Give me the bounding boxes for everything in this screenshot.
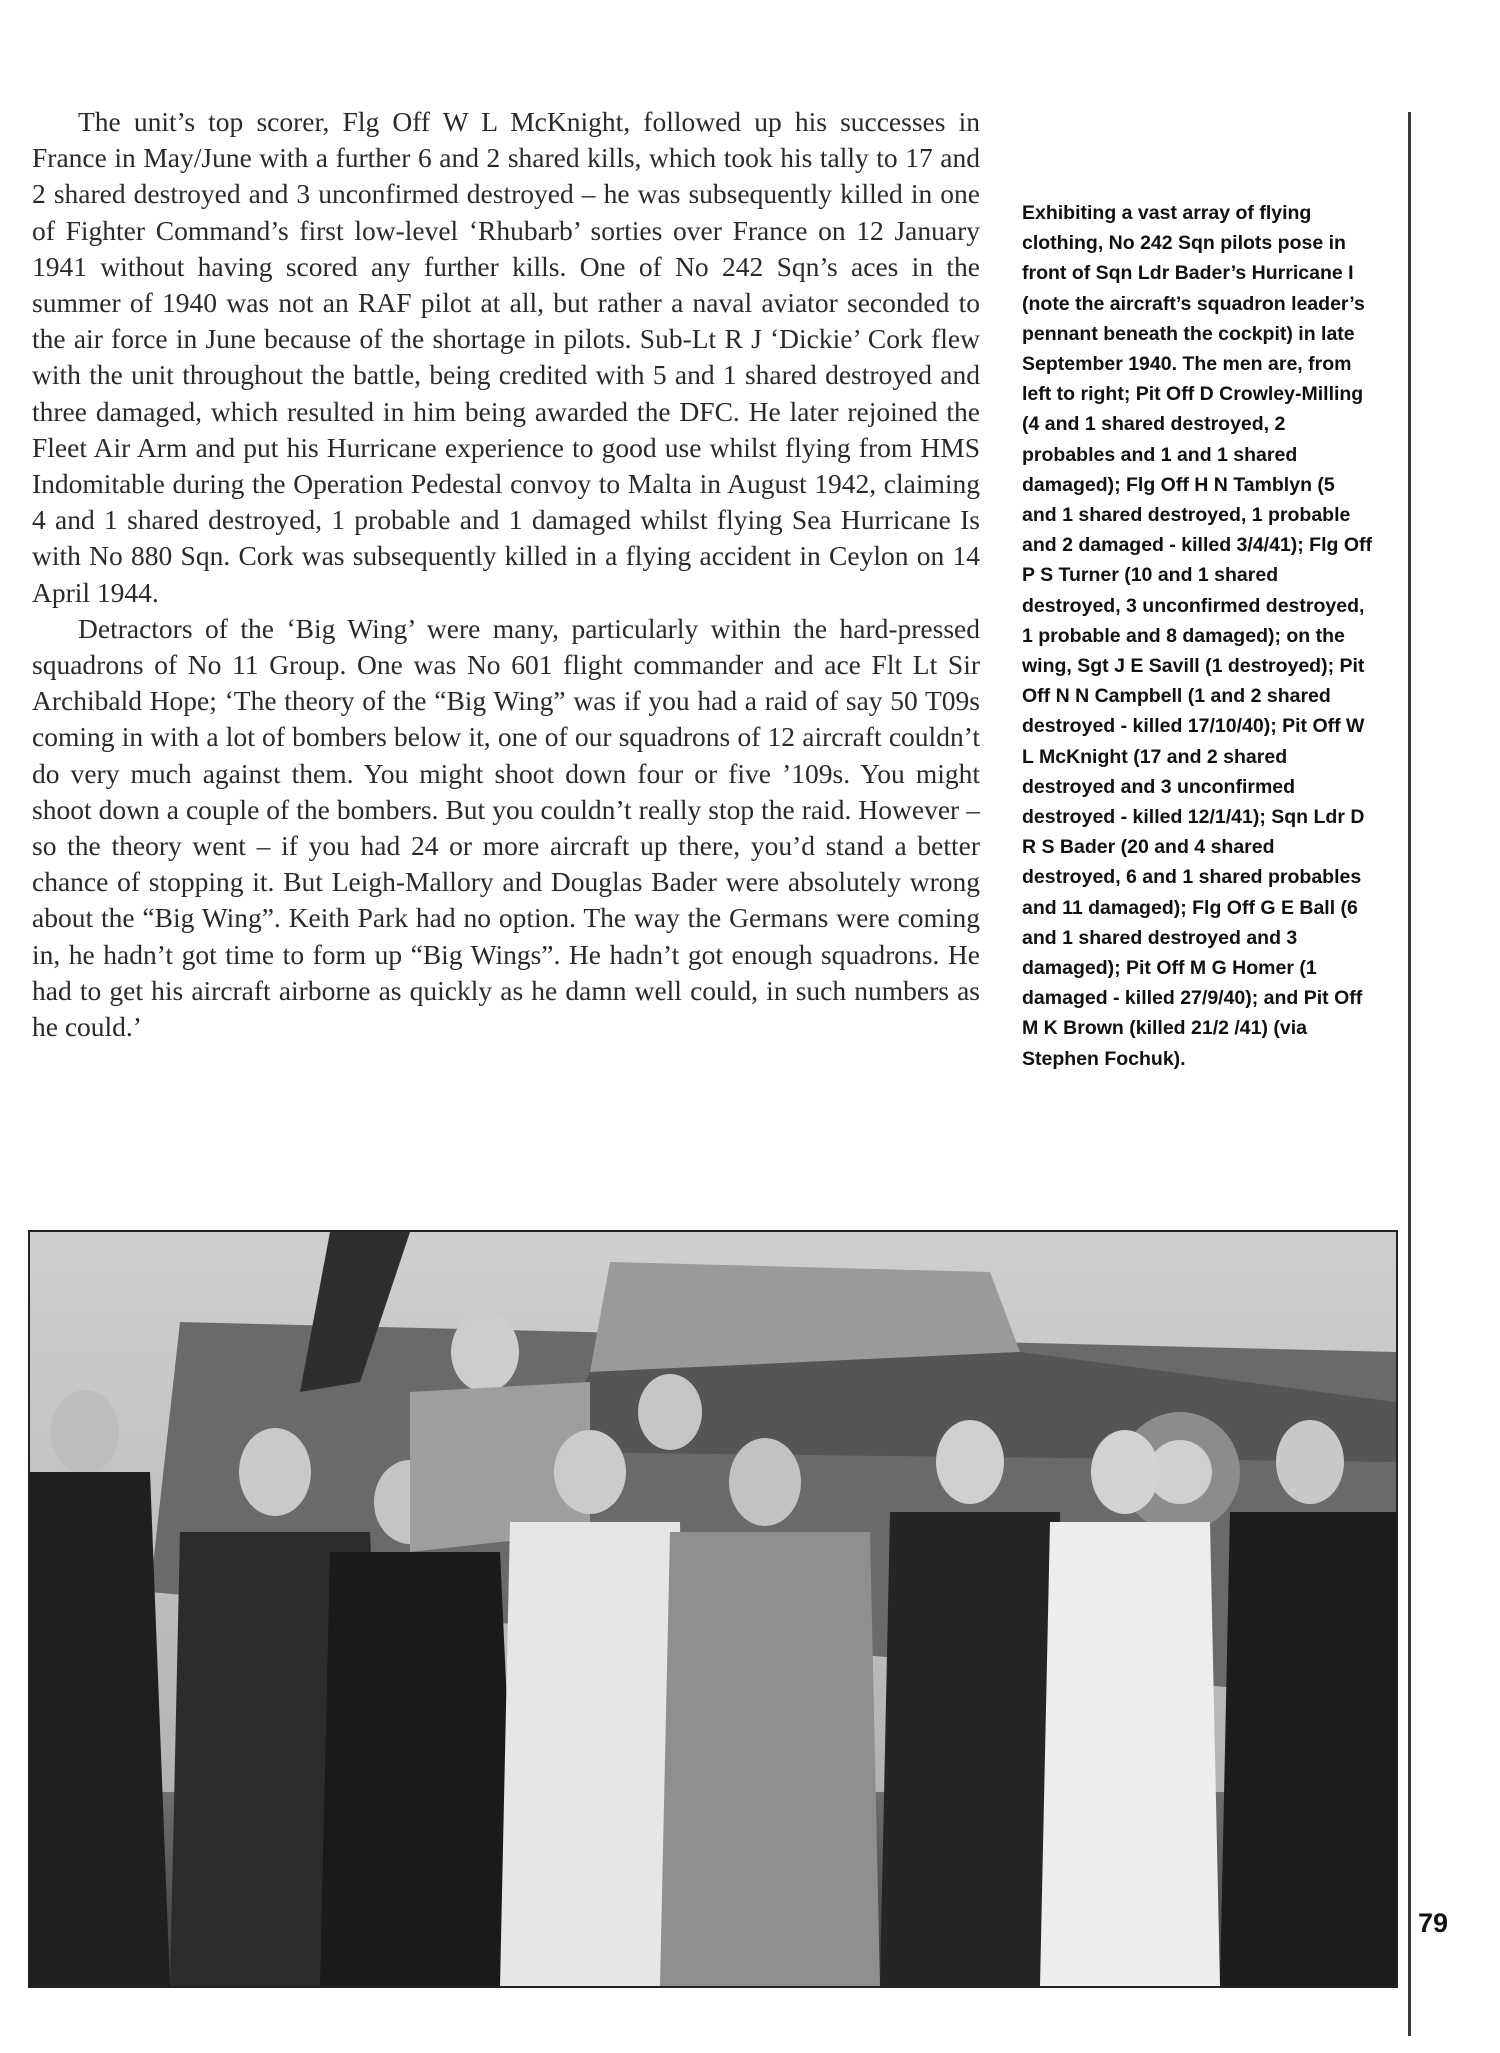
margin-rule [1408,112,1411,2036]
photo-caption: Exhibiting a vast array of flying clothing, No 242 Sqn pilots pose in front of Sqn Ldr Bader’s Hurricane I (note the aircraft’s squadron leader’s pennant beneath the cockpit) in late September 1940. The men are, from left to right; Pit Off D Crowley-Milling (4 and 1 shared destroyed, 2 probables and 1 and 1 shared damaged); Flg Off H N Tamblyn (5 and 1 shared destroyed, 1 probable and 2 damaged - killed 3/4/41); Flg Off P S Turner (10 and 1 shared destroyed, 3 unconfirmed destroyed, 1 probable and 8 damaged); on the wing, Sgt J E Savill (1 destroyed); Pit Off N N Campbell (1 and 2 shared destroyed - killed 17/10/40); Pit Off W L McKnight (17 and 2 shared destroyed and 3 unconfirmed destroyed - killed 12/1/41); Sqn Ldr D R S Bader (20 and 4 shared destroyed, 6 and 1 shared probables and 11 damaged); Flg Off G E Ball (6 and 1 shared destroyed and 3 damaged); Pit Off M G Homer (1 damaged - killed 27/9/40); and Pit Off M K Brown (killed 21/2 /41) (via Stephen Fochuk). [1022,202,1372,1070]
article-body [32,104,980,1045]
page-number: 79 [1418,1908,1449,1938]
article-paragraph: Detractors of the ‘Big Wing’ were many, particularly within the hard-pressed squadrons of No 11 Group. One was No 601 flight commander and ace Flt Lt Sir Archibald Hope; ‘The theory of the “Big Wing” was if you had a raid of say 50 T09s coming in with a lot of bombers below it, one of our squadrons of 12 aircraft couldn’t do very much against them. You might shoot down four or five ’109s. You might shoot down a couple of the bombers. But you couldn’t really stop the raid. However – so the theory went – if you had 24 or more aircraft up there, you’d stand a better chance of stopping it. But Leigh-Mallory and Douglas Bader were absolutely wrong about the “Big Wing”. Keith Park had no option. The way the Germans were coming in, he hadn’t got time to form up “Big Wings”. He hadn’t got enough squadrons. He had to get his aircraft airborne as quickly as he damn well could, in such numbers as he could.’ [32,612,980,1043]
pilots-photo [28,1230,1398,1988]
article-paragraph: The unit’s top scorer, Flg Off W L McKnight, followed up his successes in France in May/June with a further 6 and 2 shared kills, which took his tally to 17 and 2 shared destroyed and 3 unconfirmed destroyed – he was subsequently killed in one of Fighter Command’s first low-level ‘Rhubarb’ sorties over France on 12 January 1941 without having scored any further kills. One of No 242 Sqn’s aces in the summer of 1940 was not an RAF pilot at all, but rather a naval aviator seconded to the air force in June because of the shortage in pilots. Sub-Lt R J ‘Dickie’ Cork flew with the unit throughout the battle, being credited with 5 and 1 shared destroyed and three damaged, which resulted in him being awarded the DFC. He later rejoined the Fleet Air Arm and put his Hurricane experience to good use whilst flying from HMS Indomitable during the Operation Pedestal convoy to Malta in August 1942, claiming 4 and 1 shared destroyed, 1 probable and 1 damaged whilst flying Sea Hurricane Is with No 880 Sqn. Cork was subsequently killed in a flying accident in Ceylon on 14 April 1944. [32,106,980,608]
pilots-photo-icon [30,1232,1396,1986]
